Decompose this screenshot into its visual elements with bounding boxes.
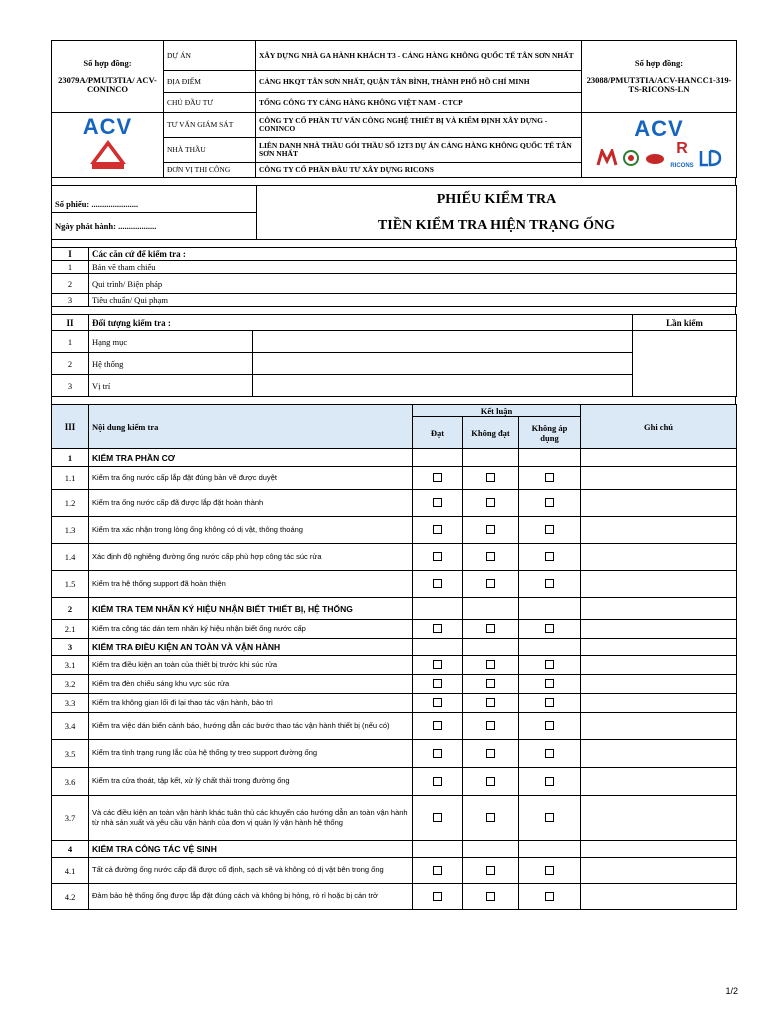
group-title: KIỂM TRA CÔNG TÁC VỆ SINH	[89, 841, 413, 858]
item-label: Kiểm tra xác nhận trong lòng ống không có dị vật, thông thoáng	[89, 517, 413, 544]
group-cell	[413, 841, 463, 858]
khong-dat-header: Không đạt	[463, 417, 519, 449]
header-value: CÔNG TY CỔ PHẦN ĐẦU TƯ XÂY DỰNG RICONS	[256, 163, 582, 178]
checklist-item-row	[52, 467, 737, 490]
group-cell	[581, 639, 737, 656]
section-1-item-num: 3	[52, 294, 89, 307]
checklist-group-row	[52, 841, 737, 858]
group-num: 3	[52, 639, 89, 656]
group-cell	[463, 639, 519, 656]
form-title-table	[51, 185, 737, 240]
khong-ap-dung-cell	[519, 490, 581, 517]
acv-logo: ACV	[82, 114, 133, 140]
group-num: 4	[52, 841, 89, 858]
dat-cell	[413, 740, 463, 768]
khong-ap-dung-checkbox[interactable]	[545, 498, 554, 507]
form-title: PHIẾU KIỂM TRA	[436, 191, 557, 207]
dat-cell	[413, 858, 463, 884]
dat-checkbox[interactable]	[433, 866, 442, 875]
item-num: 3.3	[52, 694, 89, 713]
contractor-3-logo-icon	[644, 149, 666, 167]
checklist-item-row	[52, 796, 737, 841]
form-subtitle: TIỀN KIỂM TRA HIỆN TRẠNG ỐNG	[377, 217, 616, 233]
dat-cell	[413, 571, 463, 598]
item-num: 4.1	[52, 858, 89, 884]
ghi-chu-cell[interactable]	[581, 517, 737, 544]
checklist-item-row	[52, 675, 737, 694]
header-value: CÔNG TY CỔ PHẦN TƯ VẤN CÔNG NGHỆ THIẾT BỊ VÀ KIỂM ĐỊNH XÂY DỰNG - CONINCO	[256, 113, 582, 138]
dat-cell	[413, 544, 463, 571]
khong-ap-dung-cell	[519, 544, 581, 571]
item-num: 1.1	[52, 467, 89, 490]
item-label: Kiểm tra tình trạng rung lắc của hệ thống ty treo support đường ống	[89, 740, 413, 768]
khong-dat-cell	[463, 740, 519, 768]
section-2-item-num: 3	[52, 375, 89, 397]
header-value: LIÊN DANH NHÀ THẦU GÓI THẦU SỐ 12T3 DỰ ÁN CẢNG HÀNG KHÔNG QUỐC TẾ TÂN SƠN NHẤT	[256, 138, 582, 163]
checklist-table	[51, 404, 737, 910]
khong-ap-dung-cell	[519, 796, 581, 841]
checklist-item-row	[52, 656, 737, 675]
khong-dat-checkbox[interactable]	[486, 473, 495, 482]
dat-checkbox[interactable]	[433, 777, 442, 786]
form-sheet	[51, 40, 736, 910]
khong-ap-dung-checkbox[interactable]	[545, 579, 554, 588]
khong-ap-dung-checkbox[interactable]	[545, 866, 554, 875]
group-cell	[413, 449, 463, 467]
section-2-item-value[interactable]	[253, 331, 633, 353]
contractor-logos	[585, 142, 733, 173]
item-label: Kiểm tra việc dán biển cảnh báo, hướng dẫn các bước thao tác vận hành thiết bị (nếu có)	[89, 713, 413, 740]
section-1-item-label[interactable]: Bản vẽ tham chiếu	[89, 261, 737, 274]
item-num: 1.5	[52, 571, 89, 598]
item-label: Kiểm tra đèn chiếu sáng khu vực súc rửa	[89, 675, 413, 694]
item-num: 1.3	[52, 517, 89, 544]
item-label: Kiểm tra không gian lối đi lại thao tác vận hành, bảo trì	[89, 694, 413, 713]
item-label: Kiểm tra hệ thống support đã hoàn thiện	[89, 571, 413, 598]
checklist-item-row	[52, 490, 737, 517]
khong-ap-dung-checkbox[interactable]	[545, 679, 554, 688]
khong-dat-checkbox[interactable]	[486, 679, 495, 688]
logo-right-cell	[582, 113, 737, 178]
group-cell	[463, 841, 519, 858]
khong-dat-checkbox[interactable]	[486, 892, 495, 901]
khong-ap-dung-cell	[519, 571, 581, 598]
khong-ap-dung-checkbox[interactable]	[545, 777, 554, 786]
contract-left-value: 23079A/PMUT3TIA/ ACV-CONINCO	[58, 75, 157, 94]
section-2-item-label: Hệ thống	[89, 353, 253, 375]
dat-cell	[413, 490, 463, 517]
dat-checkbox[interactable]	[433, 698, 442, 707]
group-cell	[581, 598, 737, 620]
khong-ap-dung-checkbox[interactable]	[545, 660, 554, 669]
checklist-body	[52, 449, 737, 910]
ghi-chu-cell[interactable]	[581, 713, 737, 740]
group-cell	[413, 598, 463, 620]
group-cell	[519, 449, 581, 467]
dat-checkbox[interactable]	[433, 498, 442, 507]
section-1-item-label[interactable]: Qui trình/ Biện pháp	[89, 274, 737, 294]
item-num: 3.7	[52, 796, 89, 841]
khong-ap-dung-cell	[519, 740, 581, 768]
section-1-item-num: 1	[52, 261, 89, 274]
khong-dat-checkbox[interactable]	[486, 866, 495, 875]
section-2-title: Đối tượng kiểm tra :	[89, 315, 633, 331]
checklist-item-row	[52, 858, 737, 884]
dat-checkbox[interactable]	[433, 525, 442, 534]
ghi-chu-cell[interactable]	[581, 675, 737, 694]
header-table	[51, 40, 737, 178]
khong-dat-checkbox[interactable]	[486, 525, 495, 534]
checklist-item-row	[52, 517, 737, 544]
item-label: Kiểm tra cửa thoát, tập kết, xử lý chất thải trong đường ống	[89, 768, 413, 796]
checklist-item-row	[52, 544, 737, 571]
checklist-item-row	[52, 694, 737, 713]
khong-ap-dung-header: Không áp dụng	[519, 417, 581, 449]
khong-dat-cell	[463, 467, 519, 490]
logo-left-cell	[52, 113, 164, 178]
ghi-chu-cell[interactable]	[581, 858, 737, 884]
ghi-chu-cell[interactable]	[581, 694, 737, 713]
khong-ap-dung-cell	[519, 620, 581, 639]
khong-ap-dung-checkbox[interactable]	[545, 624, 554, 633]
dat-checkbox[interactable]	[433, 473, 442, 482]
group-cell	[581, 841, 737, 858]
header-value: XÂY DỰNG NHÀ GA HÀNH KHÁCH T3 - CẢNG HÀNG KHÔNG QUỐC TẾ TÂN SƠN NHẤT	[256, 41, 582, 71]
ghi-chu-cell[interactable]	[581, 620, 737, 639]
group-cell	[581, 449, 737, 467]
group-cell	[463, 449, 519, 467]
dat-cell	[413, 656, 463, 675]
khong-dat-cell	[463, 620, 519, 639]
header-label: ĐỊA ĐIỂM	[164, 71, 256, 93]
khong-dat-cell	[463, 675, 519, 694]
dat-checkbox[interactable]	[433, 892, 442, 901]
ngay-value[interactable]: ..................	[118, 221, 157, 231]
ket-luan-header: Kết luận	[413, 405, 581, 417]
khong-ap-dung-cell	[519, 675, 581, 694]
item-num: 3.6	[52, 768, 89, 796]
khong-dat-checkbox[interactable]	[486, 579, 495, 588]
ngay-cell	[52, 213, 257, 240]
khong-dat-cell	[463, 884, 519, 910]
section-2-item-num: 1	[52, 331, 89, 353]
section-3-title: Nội dung kiểm tra	[89, 405, 413, 449]
title-cell	[257, 186, 737, 240]
group-num: 2	[52, 598, 89, 620]
dat-checkbox[interactable]	[433, 679, 442, 688]
contract-right-label: Số hợp đồng:	[634, 58, 684, 69]
ghi-chu-cell[interactable]	[581, 656, 737, 675]
group-cell	[519, 841, 581, 858]
contractor-2-logo-icon	[622, 149, 640, 167]
lan-kiem-value[interactable]	[633, 331, 737, 397]
khong-dat-checkbox[interactable]	[486, 624, 495, 633]
so-phieu-label: Số phiếu:	[55, 199, 90, 209]
khong-dat-cell	[463, 768, 519, 796]
dat-checkbox[interactable]	[433, 579, 442, 588]
checklist-item-row	[52, 571, 737, 598]
section-1-title: Các căn cứ để kiểm tra :	[89, 248, 737, 261]
checklist-item-row	[52, 768, 737, 796]
khong-dat-cell	[463, 796, 519, 841]
khong-ap-dung-checkbox[interactable]	[545, 473, 554, 482]
hanco-logo-icon	[596, 149, 618, 167]
ghi-chu-cell[interactable]	[581, 768, 737, 796]
item-num: 4.2	[52, 884, 89, 910]
item-label: Đảm bảo hệ thống ống được lắp đặt đúng cách và không bị hỏng, rò rỉ hoặc bị cản trở	[89, 884, 413, 910]
khong-ap-dung-checkbox[interactable]	[545, 721, 554, 730]
ghi-chu-cell[interactable]	[581, 467, 737, 490]
item-num: 3.5	[52, 740, 89, 768]
section-2-num: II	[52, 315, 89, 331]
khong-ap-dung-checkbox[interactable]	[545, 552, 554, 561]
lan-kiem-header: Lần kiểm	[633, 315, 737, 331]
khong-ap-dung-cell	[519, 467, 581, 490]
section-2-table	[51, 314, 737, 397]
contract-right-value: 23088/PMUT3TIA/ACV-HANCC1-319-TS-RICONS-LN	[586, 75, 732, 94]
group-title: KIỂM TRA PHẦN CƠ	[89, 449, 413, 467]
section-3-num: III	[52, 405, 89, 449]
header-label: DỰ ÁN	[164, 41, 256, 71]
khong-dat-checkbox[interactable]	[486, 721, 495, 730]
khong-ap-dung-cell	[519, 768, 581, 796]
item-label: Kiểm tra ống nước cấp lắp đặt đúng bản vẽ được duyệt	[89, 467, 413, 490]
section-2-item-value[interactable]	[253, 375, 633, 397]
item-label: Và các điều kiện an toàn vận hành khác tuân thủ các khuyến cáo hướng dẫn an toàn vận hành từ nhà sản xuất và yêu cầu vận hành của đơn vị quản lý vận hành hệ thống	[89, 796, 413, 841]
item-num: 1.2	[52, 490, 89, 517]
section-2-item-num: 2	[52, 353, 89, 375]
khong-dat-cell	[463, 713, 519, 740]
dat-header: Đạt	[413, 417, 463, 449]
dat-checkbox[interactable]	[433, 624, 442, 633]
khong-dat-checkbox[interactable]	[486, 498, 495, 507]
checklist-item-row	[52, 884, 737, 910]
group-num: 1	[52, 449, 89, 467]
khong-dat-cell	[463, 517, 519, 544]
ricons-logo-icon: R RICONS	[670, 140, 694, 170]
khong-dat-checkbox[interactable]	[486, 813, 495, 822]
khong-ap-dung-checkbox[interactable]	[545, 813, 554, 822]
section-1-table	[51, 247, 737, 307]
section-2-item-label: Vị trí	[89, 375, 253, 397]
khong-dat-checkbox[interactable]	[486, 660, 495, 669]
checklist-item-row	[52, 620, 737, 639]
item-num: 3.4	[52, 713, 89, 740]
item-num: 3.1	[52, 656, 89, 675]
khong-ap-dung-cell	[519, 858, 581, 884]
ghi-chu-cell[interactable]	[581, 544, 737, 571]
checklist-item-row	[52, 740, 737, 768]
khong-dat-checkbox[interactable]	[486, 552, 495, 561]
item-label: Kiểm tra điều kiện an toàn của thiết bị trước khi súc rửa	[89, 656, 413, 675]
dat-cell	[413, 768, 463, 796]
checklist-group-row	[52, 598, 737, 620]
khong-dat-cell	[463, 490, 519, 517]
khong-dat-cell	[463, 858, 519, 884]
dat-checkbox[interactable]	[433, 552, 442, 561]
khong-ap-dung-checkbox[interactable]	[545, 749, 554, 758]
so-phieu-cell	[52, 186, 257, 213]
contract-left-label: Số hợp đồng:	[83, 58, 132, 69]
ghi-chu-cell[interactable]	[581, 571, 737, 598]
dat-cell	[413, 467, 463, 490]
group-title: KIỂM TRA ĐIỀU KIỆN AN TOÀN VÀ VẬN HÀNH	[89, 639, 413, 656]
group-cell	[519, 639, 581, 656]
khong-dat-cell	[463, 544, 519, 571]
dat-cell	[413, 517, 463, 544]
dat-checkbox[interactable]	[433, 660, 442, 669]
group-cell	[519, 598, 581, 620]
khong-ap-dung-cell	[519, 694, 581, 713]
khong-ap-dung-cell	[519, 517, 581, 544]
page-number: 1/2	[725, 986, 738, 996]
ghi-chu-cell[interactable]	[581, 490, 737, 517]
group-cell	[413, 639, 463, 656]
section-1-num: I	[52, 248, 89, 261]
khong-ap-dung-cell	[519, 884, 581, 910]
ghi-chu-cell[interactable]	[581, 740, 737, 768]
dat-cell	[413, 884, 463, 910]
contract-left-cell	[52, 41, 164, 113]
dat-cell	[413, 713, 463, 740]
dat-checkbox[interactable]	[433, 749, 442, 758]
khong-ap-dung-checkbox[interactable]	[545, 525, 554, 534]
coninco-logo-icon	[88, 138, 128, 170]
header-label: NHÀ THẦU	[164, 138, 256, 163]
khong-ap-dung-checkbox[interactable]	[545, 892, 554, 901]
ghi-chu-cell[interactable]	[581, 884, 737, 910]
khong-dat-cell	[463, 656, 519, 675]
item-label: Kiểm tra công tác dán tem nhãn ký hiệu nhận biết ống nước cấp	[89, 620, 413, 639]
header-label: TƯ VẤN GIÁM SÁT	[164, 113, 256, 138]
checklist-item-row	[52, 713, 737, 740]
dat-cell	[413, 620, 463, 639]
khong-dat-cell	[463, 694, 519, 713]
checklist-group-row	[52, 639, 737, 656]
so-phieu-value[interactable]: ......................	[91, 199, 139, 209]
dat-checkbox[interactable]	[433, 721, 442, 730]
header-label: ĐƠN VỊ THI CÔNG	[164, 163, 256, 178]
ghi-chu-cell[interactable]	[581, 796, 737, 841]
item-num: 3.2	[52, 675, 89, 694]
khong-ap-dung-cell	[519, 713, 581, 740]
dat-cell	[413, 694, 463, 713]
ghi-chu-header: Ghi chú	[581, 405, 737, 449]
header-label: CHỦ ĐẦU TƯ	[164, 93, 256, 113]
khong-dat-checkbox[interactable]	[486, 777, 495, 786]
khong-dat-cell	[463, 571, 519, 598]
khong-dat-checkbox[interactable]	[486, 749, 495, 758]
dat-cell	[413, 796, 463, 841]
section-2-item-value[interactable]	[253, 353, 633, 375]
header-value: TỔNG CÔNG TY CẢNG HÀNG KHÔNG VIỆT NAM - CTCP	[256, 93, 582, 113]
dat-cell	[413, 675, 463, 694]
acv-logo-right: ACV	[634, 115, 684, 141]
item-label: Kiểm tra ống nước cấp đã được lắp đặt hoàn thành	[89, 490, 413, 517]
dat-checkbox[interactable]	[433, 813, 442, 822]
khong-dat-checkbox[interactable]	[486, 698, 495, 707]
section-1-item-label[interactable]: Tiêu chuẩn/ Qui phạm	[89, 294, 737, 307]
khong-ap-dung-cell	[519, 656, 581, 675]
item-num: 2.1	[52, 620, 89, 639]
ld-logo-icon	[698, 149, 722, 167]
group-cell	[463, 598, 519, 620]
item-label: Tất cả đường ống nước cấp đã được cố định, sạch sẽ và không có dị vật bên trong ống	[89, 858, 413, 884]
section-1-item-num: 2	[52, 274, 89, 294]
contract-right-cell	[582, 41, 737, 113]
khong-ap-dung-checkbox[interactable]	[545, 698, 554, 707]
item-label: Xác định độ nghiêng đường ống nước cấp phù hợp công tác súc rửa	[89, 544, 413, 571]
section-2-item-label: Hạng mục	[89, 331, 253, 353]
group-title: KIỂM TRA TEM NHÃN KÝ HIỆU NHẬN BIẾT THIẾT BỊ, HỆ THỐNG	[89, 598, 413, 620]
header-value: CẢNG HKQT TÂN SƠN NHẤT, QUẬN TÂN BÌNH, THÀNH PHỐ HỒ CHÍ MINH	[256, 71, 582, 93]
ngay-label: Ngày phát hành:	[55, 221, 116, 231]
checklist-group-row	[52, 449, 737, 467]
item-num: 1.4	[52, 544, 89, 571]
